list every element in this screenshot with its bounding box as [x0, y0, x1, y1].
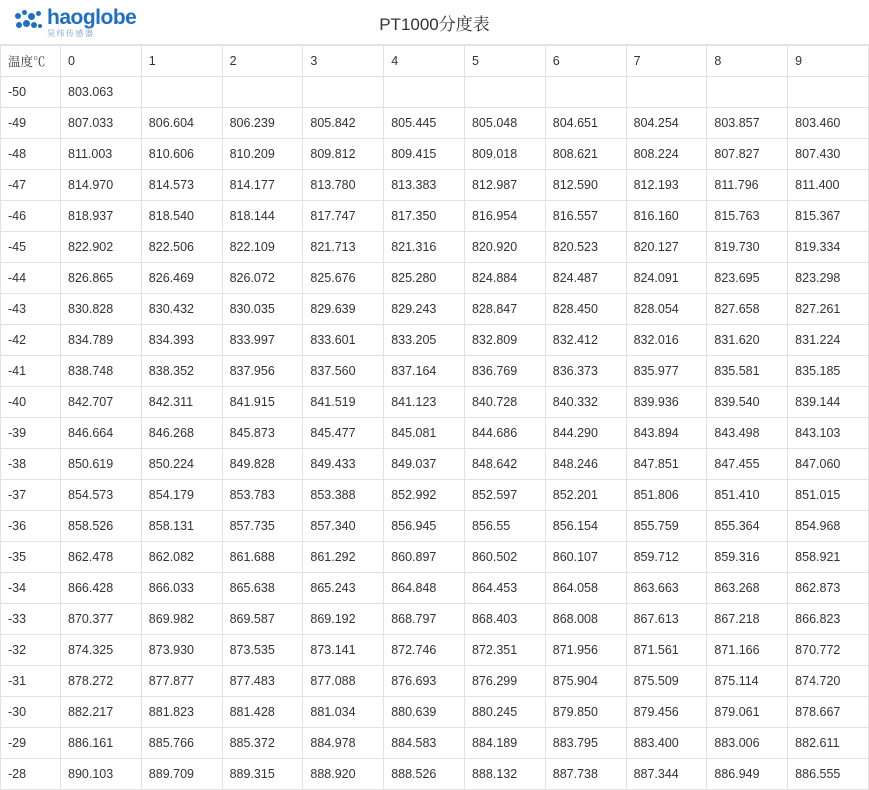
table-cell: 867.218 — [707, 604, 788, 635]
table-cell: 883.400 — [626, 728, 707, 759]
table-cell: 881.428 — [222, 697, 303, 728]
table-cell: 839.936 — [626, 387, 707, 418]
table-row — [1, 449, 869, 480]
table-cell: 828.847 — [464, 294, 545, 325]
table-cell — [303, 77, 384, 108]
table-cell: 850.619 — [61, 449, 142, 480]
table-cell: 889.315 — [222, 759, 303, 790]
table-cell: 827.658 — [707, 294, 788, 325]
table-cell: 849.433 — [303, 449, 384, 480]
table-cell: 865.243 — [303, 573, 384, 604]
table-cell: 882.611 — [788, 728, 869, 759]
table-cell: 829.243 — [384, 294, 465, 325]
table-cell: 820.920 — [464, 232, 545, 263]
table-cell: 858.131 — [141, 511, 222, 542]
table-cell: 875.904 — [545, 666, 626, 697]
table-cell: 809.415 — [384, 139, 465, 170]
table-cell: 830.432 — [141, 294, 222, 325]
table-cell: 881.823 — [141, 697, 222, 728]
table-cell — [222, 77, 303, 108]
table-cell: 831.620 — [707, 325, 788, 356]
table-row — [1, 325, 869, 356]
table-cell: 874.720 — [788, 666, 869, 697]
table-cell: 888.526 — [384, 759, 465, 790]
table-cell — [788, 77, 869, 108]
table-cell: 864.848 — [384, 573, 465, 604]
table-cell: 878.272 — [61, 666, 142, 697]
table-cell: 804.254 — [626, 108, 707, 139]
table-cell: 886.555 — [788, 759, 869, 790]
table-cell: 839.144 — [788, 387, 869, 418]
table-cell: 845.081 — [384, 418, 465, 449]
table-cell: 869.192 — [303, 604, 384, 635]
table-cell: 824.091 — [626, 263, 707, 294]
table-row — [1, 480, 869, 511]
table-container — [0, 44, 869, 790]
brand-name: haoglobe — [47, 5, 137, 29]
row-header-temperature: -44 — [1, 263, 61, 294]
table-cell: 818.540 — [141, 201, 222, 232]
table-cell: 872.351 — [464, 635, 545, 666]
table-cell: 873.141 — [303, 635, 384, 666]
table-cell: 833.205 — [384, 325, 465, 356]
pt1000-table — [0, 45, 869, 790]
table-cell: 809.018 — [464, 139, 545, 170]
table-cell: 822.109 — [222, 232, 303, 263]
table-cell: 845.873 — [222, 418, 303, 449]
table-cell: 847.851 — [626, 449, 707, 480]
column-header: 2 — [222, 46, 303, 77]
table-cell: 823.695 — [707, 263, 788, 294]
table-row — [1, 635, 869, 666]
table-cell: 890.103 — [61, 759, 142, 790]
table-cell: 851.806 — [626, 480, 707, 511]
table-cell: 884.978 — [303, 728, 384, 759]
table-cell: 834.789 — [61, 325, 142, 356]
column-header: 1 — [141, 46, 222, 77]
row-header-temperature: -39 — [1, 418, 61, 449]
table-cell: 840.332 — [545, 387, 626, 418]
table-cell: 846.268 — [141, 418, 222, 449]
table-cell: 883.006 — [707, 728, 788, 759]
table-cell: 885.372 — [222, 728, 303, 759]
table-cell: 858.526 — [61, 511, 142, 542]
table-cell: 847.455 — [707, 449, 788, 480]
row-header-temperature: -49 — [1, 108, 61, 139]
table-row — [1, 759, 869, 790]
table-cell: 876.299 — [464, 666, 545, 697]
table-row — [1, 728, 869, 759]
table-row — [1, 232, 869, 263]
table-cell: 841.519 — [303, 387, 384, 418]
table-cell: 879.850 — [545, 697, 626, 728]
table-cell: 823.298 — [788, 263, 869, 294]
table-cell: 860.897 — [384, 542, 465, 573]
column-header: 5 — [464, 46, 545, 77]
table-cell: 874.325 — [61, 635, 142, 666]
table-cell: 861.292 — [303, 542, 384, 573]
table-cell: 865.638 — [222, 573, 303, 604]
column-header: 8 — [707, 46, 788, 77]
table-cell — [464, 77, 545, 108]
table-cell: 812.590 — [545, 170, 626, 201]
table-cell: 849.828 — [222, 449, 303, 480]
table-cell: 842.707 — [61, 387, 142, 418]
table-cell: 820.127 — [626, 232, 707, 263]
table-cell: 830.828 — [61, 294, 142, 325]
table-cell: 880.639 — [384, 697, 465, 728]
table-cell: 853.388 — [303, 480, 384, 511]
table-cell: 803.857 — [707, 108, 788, 139]
table-cell: 873.535 — [222, 635, 303, 666]
table-cell: 843.103 — [788, 418, 869, 449]
table-cell: 883.795 — [545, 728, 626, 759]
table-cell: 848.642 — [464, 449, 545, 480]
brand-tagline: 昊纬传感器 — [47, 28, 95, 38]
table-cell: 808.621 — [545, 139, 626, 170]
table-cell: 822.506 — [141, 232, 222, 263]
table-cell: 814.970 — [61, 170, 142, 201]
table-cell: 833.997 — [222, 325, 303, 356]
row-header-temperature: -48 — [1, 139, 61, 170]
table-cell: 818.144 — [222, 201, 303, 232]
table-cell: 889.709 — [141, 759, 222, 790]
table-cell: 837.956 — [222, 356, 303, 387]
row-header-temperature: -40 — [1, 387, 61, 418]
table-cell: 824.487 — [545, 263, 626, 294]
row-header-temperature: -30 — [1, 697, 61, 728]
table-cell: 859.712 — [626, 542, 707, 573]
table-cell: 810.606 — [141, 139, 222, 170]
table-cell: 875.509 — [626, 666, 707, 697]
table-cell: 860.107 — [545, 542, 626, 573]
table-row — [1, 697, 869, 728]
table-cell: 814.177 — [222, 170, 303, 201]
table-cell: 810.209 — [222, 139, 303, 170]
table-cell: 813.383 — [384, 170, 465, 201]
table-cell: 826.469 — [141, 263, 222, 294]
row-header-temperature: -34 — [1, 573, 61, 604]
table-cell: 870.377 — [61, 604, 142, 635]
table-cell: 816.954 — [464, 201, 545, 232]
table-cell: 821.713 — [303, 232, 384, 263]
table-cell: 853.783 — [222, 480, 303, 511]
table-cell: 884.583 — [384, 728, 465, 759]
table-cell: 852.992 — [384, 480, 465, 511]
table-cell: 803.063 — [61, 77, 142, 108]
table-cell: 879.061 — [707, 697, 788, 728]
table-cell: 820.523 — [545, 232, 626, 263]
table-cell: 832.809 — [464, 325, 545, 356]
row-header-temperature: -28 — [1, 759, 61, 790]
table-cell: 858.921 — [788, 542, 869, 573]
table-cell: 811.400 — [788, 170, 869, 201]
table-cell: 855.759 — [626, 511, 707, 542]
table-cell: 819.334 — [788, 232, 869, 263]
table-cell: 869.982 — [141, 604, 222, 635]
column-header: 0 — [61, 46, 142, 77]
table-cell — [141, 77, 222, 108]
table-cell: 863.663 — [626, 573, 707, 604]
table-cell: 844.290 — [545, 418, 626, 449]
table-cell: 815.367 — [788, 201, 869, 232]
table-cell: 856.945 — [384, 511, 465, 542]
row-header-temperature: -31 — [1, 666, 61, 697]
table-cell: 838.748 — [61, 356, 142, 387]
table-cell: 835.977 — [626, 356, 707, 387]
table-cell: 847.060 — [788, 449, 869, 480]
table-cell: 863.268 — [707, 573, 788, 604]
table-cell: 878.667 — [788, 697, 869, 728]
table-cell: 859.316 — [707, 542, 788, 573]
table-cell: 821.316 — [384, 232, 465, 263]
row-header-temperature: -29 — [1, 728, 61, 759]
table-cell: 817.350 — [384, 201, 465, 232]
row-header-temperature: -46 — [1, 201, 61, 232]
table-cell: 848.246 — [545, 449, 626, 480]
table-cell: 840.728 — [464, 387, 545, 418]
table-cell: 857.735 — [222, 511, 303, 542]
table-cell: 828.450 — [545, 294, 626, 325]
table-cell: 826.865 — [61, 263, 142, 294]
table-cell: 885.766 — [141, 728, 222, 759]
table-cell — [626, 77, 707, 108]
table-cell: 868.008 — [545, 604, 626, 635]
column-header: 4 — [384, 46, 465, 77]
table-cell: 811.796 — [707, 170, 788, 201]
table-cell: 870.772 — [788, 635, 869, 666]
table-cell: 872.746 — [384, 635, 465, 666]
table-row — [1, 418, 869, 449]
table-cell: 834.393 — [141, 325, 222, 356]
row-header-temperature: -37 — [1, 480, 61, 511]
table-cell: 815.763 — [707, 201, 788, 232]
table-cell: 818.937 — [61, 201, 142, 232]
table-cell: 826.072 — [222, 263, 303, 294]
table-cell: 852.597 — [464, 480, 545, 511]
table-row — [1, 201, 869, 232]
table-header-row — [1, 46, 869, 77]
table-cell: 876.693 — [384, 666, 465, 697]
row-header-temperature: -36 — [1, 511, 61, 542]
table-cell — [707, 77, 788, 108]
table-cell: 807.827 — [707, 139, 788, 170]
table-cell: 854.573 — [61, 480, 142, 511]
table-cell: 841.123 — [384, 387, 465, 418]
table-cell: 866.823 — [788, 604, 869, 635]
table-cell: 873.930 — [141, 635, 222, 666]
table-cell: 843.894 — [626, 418, 707, 449]
table-cell: 855.364 — [707, 511, 788, 542]
table-cell: 838.352 — [141, 356, 222, 387]
table-cell: 867.613 — [626, 604, 707, 635]
table-cell: 805.445 — [384, 108, 465, 139]
table-cell: 825.676 — [303, 263, 384, 294]
table-cell: 868.797 — [384, 604, 465, 635]
table-cell — [545, 77, 626, 108]
table-cell: 814.573 — [141, 170, 222, 201]
column-header: 9 — [788, 46, 869, 77]
table-cell — [384, 77, 465, 108]
table-cell: 871.561 — [626, 635, 707, 666]
table-cell: 850.224 — [141, 449, 222, 480]
table-cell: 832.016 — [626, 325, 707, 356]
table-cell: 860.502 — [464, 542, 545, 573]
table-cell: 857.340 — [303, 511, 384, 542]
table-cell: 832.412 — [545, 325, 626, 356]
table-row — [1, 263, 869, 294]
table-cell: 836.769 — [464, 356, 545, 387]
table-cell: 877.483 — [222, 666, 303, 697]
row-header-temperature: -42 — [1, 325, 61, 356]
table-cell: 846.664 — [61, 418, 142, 449]
table-cell: 881.034 — [303, 697, 384, 728]
table-cell: 868.403 — [464, 604, 545, 635]
table-cell: 862.082 — [141, 542, 222, 573]
page-header — [0, 0, 869, 44]
row-header-temperature: -35 — [1, 542, 61, 573]
table-cell: 877.877 — [141, 666, 222, 697]
row-header-temperature: -45 — [1, 232, 61, 263]
row-header-temperature: -43 — [1, 294, 61, 325]
table-cell: 813.780 — [303, 170, 384, 201]
table-cell: 844.686 — [464, 418, 545, 449]
table-cell: 871.956 — [545, 635, 626, 666]
table-cell: 825.280 — [384, 263, 465, 294]
table-cell: 805.842 — [303, 108, 384, 139]
row-header-temperature: -47 — [1, 170, 61, 201]
table-cell: 836.373 — [545, 356, 626, 387]
table-cell: 864.058 — [545, 573, 626, 604]
table-cell: 837.560 — [303, 356, 384, 387]
table-cell: 862.478 — [61, 542, 142, 573]
table-cell: 831.224 — [788, 325, 869, 356]
table-cell: 835.581 — [707, 356, 788, 387]
table-row — [1, 542, 869, 573]
table-cell: 888.920 — [303, 759, 384, 790]
table-cell: 880.245 — [464, 697, 545, 728]
table-row — [1, 573, 869, 604]
table-cell: 866.428 — [61, 573, 142, 604]
table-cell: 854.179 — [141, 480, 222, 511]
table-cell: 808.224 — [626, 139, 707, 170]
column-header: 3 — [303, 46, 384, 77]
table-cell: 822.902 — [61, 232, 142, 263]
table-cell: 875.114 — [707, 666, 788, 697]
table-cell: 851.015 — [788, 480, 869, 511]
table-cell: 809.812 — [303, 139, 384, 170]
table-cell: 861.688 — [222, 542, 303, 573]
table-cell: 835.185 — [788, 356, 869, 387]
table-row — [1, 139, 869, 170]
table-cell: 884.189 — [464, 728, 545, 759]
table-cell: 888.132 — [464, 759, 545, 790]
table-cell: 856.55 — [464, 511, 545, 542]
table-cell: 887.738 — [545, 759, 626, 790]
table-cell: 829.639 — [303, 294, 384, 325]
table-cell: 852.201 — [545, 480, 626, 511]
column-header: 7 — [626, 46, 707, 77]
table-cell: 807.430 — [788, 139, 869, 170]
table-row — [1, 77, 869, 108]
table-cell: 887.344 — [626, 759, 707, 790]
row-header-temperature: -50 — [1, 77, 61, 108]
table-row — [1, 511, 869, 542]
table-cell: 879.456 — [626, 697, 707, 728]
table-cell: 886.161 — [61, 728, 142, 759]
table-cell: 849.037 — [384, 449, 465, 480]
table-body — [1, 77, 869, 790]
table-cell: 841.915 — [222, 387, 303, 418]
table-cell: 862.873 — [788, 573, 869, 604]
table-row — [1, 356, 869, 387]
table-row — [1, 604, 869, 635]
table-cell: 882.217 — [61, 697, 142, 728]
table-cell: 854.968 — [788, 511, 869, 542]
table-cell: 819.730 — [707, 232, 788, 263]
column-header: 6 — [545, 46, 626, 77]
table-header — [1, 46, 869, 77]
table-cell: 877.088 — [303, 666, 384, 697]
table-cell: 864.453 — [464, 573, 545, 604]
table-corner-header: 温度℃ — [1, 46, 61, 77]
table-cell: 839.540 — [707, 387, 788, 418]
table-cell: 824.884 — [464, 263, 545, 294]
table-cell: 827.261 — [788, 294, 869, 325]
table-cell: 817.747 — [303, 201, 384, 232]
table-cell: 803.460 — [788, 108, 869, 139]
row-header-temperature: -33 — [1, 604, 61, 635]
table-cell: 805.048 — [464, 108, 545, 139]
table-cell: 837.164 — [384, 356, 465, 387]
table-cell: 856.154 — [545, 511, 626, 542]
table-cell: 806.604 — [141, 108, 222, 139]
table-cell: 807.033 — [61, 108, 142, 139]
row-header-temperature: -38 — [1, 449, 61, 480]
table-cell: 812.987 — [464, 170, 545, 201]
table-cell: 845.477 — [303, 418, 384, 449]
row-header-temperature: -32 — [1, 635, 61, 666]
table-cell: 833.601 — [303, 325, 384, 356]
table-row — [1, 666, 869, 697]
table-cell: 830.035 — [222, 294, 303, 325]
table-cell: 804.651 — [545, 108, 626, 139]
table-row — [1, 170, 869, 201]
table-cell: 869.587 — [222, 604, 303, 635]
page-title: PT1000分度表 — [379, 14, 490, 34]
table-cell: 816.557 — [545, 201, 626, 232]
table-cell: 816.160 — [626, 201, 707, 232]
table-cell: 842.311 — [141, 387, 222, 418]
table-row — [1, 294, 869, 325]
table-cell: 812.193 — [626, 170, 707, 201]
table-cell: 828.054 — [626, 294, 707, 325]
table-row — [1, 108, 869, 139]
table-cell: 843.498 — [707, 418, 788, 449]
table-cell: 811.003 — [61, 139, 142, 170]
table-cell: 866.033 — [141, 573, 222, 604]
table-cell: 871.166 — [707, 635, 788, 666]
row-header-temperature: -41 — [1, 356, 61, 387]
table-cell: 851.410 — [707, 480, 788, 511]
table-row — [1, 387, 869, 418]
table-cell: 806.239 — [222, 108, 303, 139]
table-cell: 886.949 — [707, 759, 788, 790]
